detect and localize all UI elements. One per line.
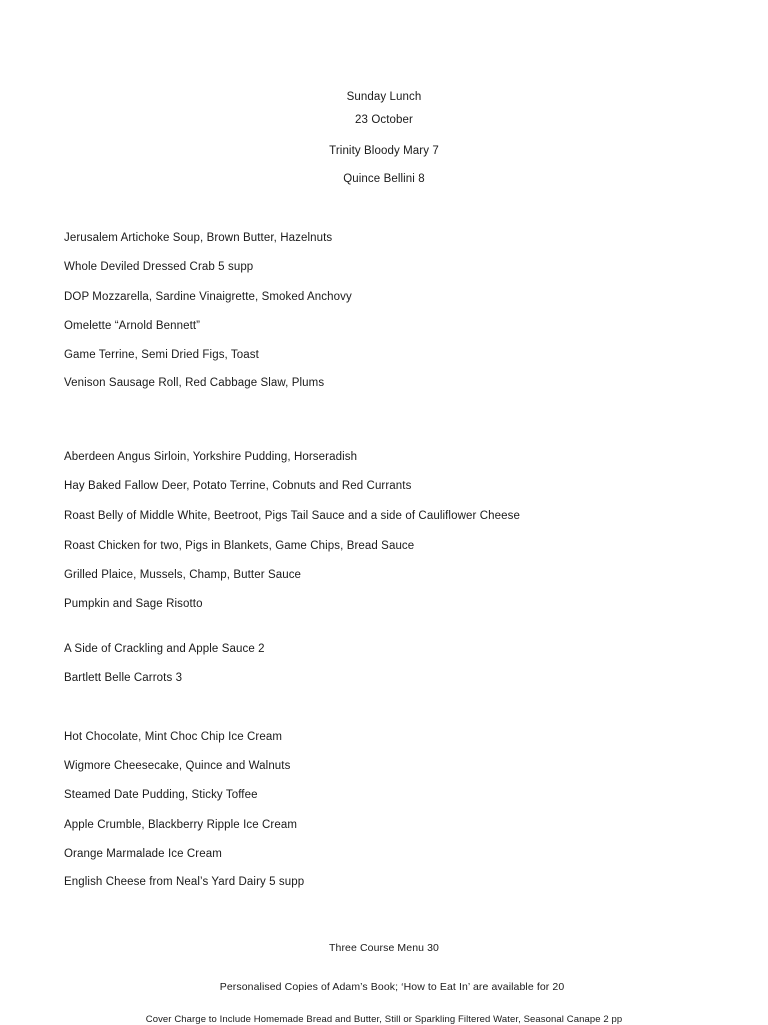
set-menu-price: Three Course Menu 30 <box>329 942 439 954</box>
menu-title: Sunday Lunch <box>346 91 422 103</box>
dessert-item: Apple Crumble, Blackberry Ripple Ice Cream <box>64 819 298 831</box>
dessert-item: Hot Chocolate, Mint Choc Chip Ice Cream <box>64 731 283 743</box>
menu-date: 23 October <box>355 114 413 126</box>
dessert-item: English Cheese from Neal’s Yard Dairy 5 supp <box>64 876 305 888</box>
starter-item: Jerusalem Artichoke Soup, Brown Butter, Hazelnuts <box>64 232 333 244</box>
drink-item: Quince Bellini 8 <box>343 173 425 185</box>
starter-item: DOP Mozzarella, Sardine Vinaigrette, Smoked Anchovy <box>64 291 352 303</box>
dessert-item: Steamed Date Pudding, Sticky Toffee <box>64 789 258 801</box>
cover-charge-note: Cover Charge to Include Homemade Bread and Butter, Still or Sparkling Filtered Water, Seasonal Canape 2 pp <box>145 1014 623 1025</box>
starter-item: Game Terrine, Semi Dried Figs, Toast <box>64 349 259 361</box>
main-item: Grilled Plaice, Mussels, Champ, Butter Sauce <box>64 569 302 581</box>
drink-item: Trinity Bloody Mary 7 <box>329 145 439 157</box>
starter-item: Whole Deviled Dressed Crab 5 supp <box>64 261 254 273</box>
main-item: Pumpkin and Sage Risotto <box>64 598 203 610</box>
main-item: Aberdeen Angus Sirloin, Yorkshire Pudding, Horseradish <box>64 451 358 463</box>
book-note: Personalised Copies of Adam’s Book; ‘How to Eat In’ are available for 20 <box>219 981 565 993</box>
side-item: Bartlett Belle Carrots 3 <box>64 672 183 684</box>
dessert-item: Wigmore Cheesecake, Quince and Walnuts <box>64 760 291 772</box>
dessert-item: Orange Marmalade Ice Cream <box>64 848 222 860</box>
main-item: Roast Belly of Middle White, Beetroot, Pigs Tail Sauce and a side of Cauliflower Cheese <box>64 510 520 522</box>
side-item: A Side of Crackling and Apple Sauce 2 <box>64 643 265 655</box>
starter-item: Omelette “Arnold Bennett” <box>64 320 201 332</box>
main-item: Roast Chicken for two, Pigs in Blankets, Game Chips, Bread Sauce <box>64 540 415 552</box>
starter-item: Venison Sausage Roll, Red Cabbage Slaw, Plums <box>64 377 325 389</box>
main-item: Hay Baked Fallow Deer, Potato Terrine, Cobnuts and Red Currants <box>64 480 412 492</box>
